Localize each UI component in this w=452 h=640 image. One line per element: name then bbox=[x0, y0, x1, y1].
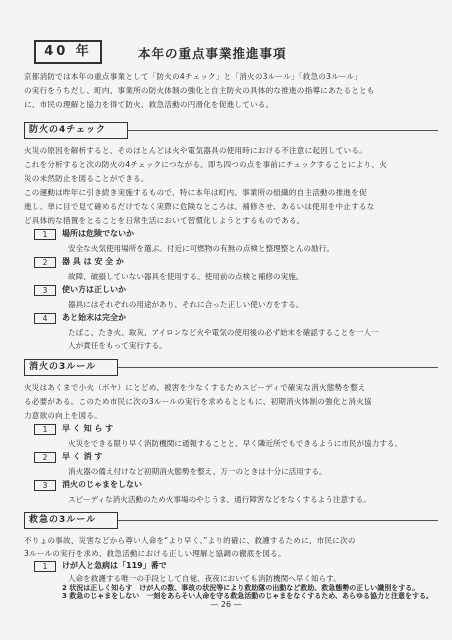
item-description-cont: 人が責任をもって実行する。 bbox=[68, 341, 167, 350]
sec1-para-line: 火災の原因を解析すると、そのほとんどは火や電気器具の使用時における不注意に起因している。 bbox=[24, 146, 367, 155]
sec3-para-line: 不りょの事故、災害などから尊い人命を“より早く、”より的確に、救護するために、市民に次の bbox=[24, 536, 356, 545]
item-heading: 器 具 は 安 全 か bbox=[62, 257, 124, 266]
item-heading: 早 く 消 す bbox=[62, 452, 103, 461]
intro-line-2: の実行をうちだし、町内、事業所の防火体制の強化と自主防火の具体的な推進の指導にあたるととも bbox=[24, 86, 375, 95]
item-description: スピーディな消火活動のため火事場のやじうま、通行障害などをなくするよう注意する。 bbox=[68, 495, 371, 504]
item-heading: 早 く 知 ら す bbox=[62, 424, 114, 433]
sec1-para-line: これを分析すると次の防火の4チェックにつながる。即ち四つの点を事前にチェックすることにより、火 bbox=[24, 160, 387, 169]
item-heading: あと始末は完全か bbox=[62, 313, 126, 322]
item-number: 1 bbox=[34, 561, 56, 572]
item-description: 人命を救護する唯一の手段として自覚、夜夜においても消防機関へ早く知らす。 bbox=[68, 574, 341, 583]
item-number: 2 bbox=[34, 257, 56, 268]
item-heading: 3 救急のじゃまをしない 一刻をあらそい人命を守る救急活動のじゃまをなくするため、あらゆる協力と注意をする。 bbox=[62, 592, 434, 600]
item-number: 1 bbox=[34, 424, 56, 435]
item-description: 故障、破損していない器具を使用する。使用前の点検と補修の実施。 bbox=[68, 272, 304, 281]
sec1-para-line: 災の未然防止を図ることができる。 bbox=[24, 174, 149, 183]
item-heading: けが人と急病は「119」番で bbox=[62, 561, 167, 570]
item-description: 消火器の備え付けなど初期消火態勢を整え、万一のときは十分に活用する。 bbox=[68, 467, 327, 476]
sec1-para-line: ど具体的な措置をとることを日常生活において習慣化しようとするものである。 bbox=[24, 216, 305, 225]
section-heading-extinguish: 消火の3ルール bbox=[24, 359, 118, 376]
year-label: 40 年 bbox=[34, 40, 102, 64]
sec2-para-line: 火災はあくまで小火（ボヤ）にとどめ、被害を少なくするためスピーディで確実な消火態勢を整え bbox=[24, 383, 366, 392]
item-number: 3 bbox=[34, 480, 56, 491]
item-description: 火災をできる限り早く消防機関に通報することと、早く隣近所でもできるように市民が協力する。 bbox=[68, 439, 403, 448]
sec2-para-line: 力意欲の向上を図る。 bbox=[24, 411, 102, 420]
item-heading: 使い方は正しいか bbox=[62, 285, 126, 294]
sec1-para-line: 進し、単に目で見て確めるだけでなく実際に危険なところは、補修させ、あるいは使用を中止するな bbox=[24, 202, 375, 211]
item-number: 1 bbox=[34, 229, 56, 240]
item-description: たばこ、たき火、取灰、アイロンなど火や電気の使用後の必ず始末を確認することを一人一 bbox=[68, 328, 379, 337]
page-number: — 26 — bbox=[210, 600, 242, 609]
section-heading-emergency: 救急の3ルール bbox=[24, 512, 118, 529]
sec1-para-line: この運動は昨年に引き続き実施するもので、特に本年は町内、事業所の組織的自主活動の推進を促 bbox=[24, 188, 367, 197]
item-description: 器具にはそれぞれの用途があり、それに合った正しい使い方をする。 bbox=[68, 300, 304, 309]
item-heading: 場所は危険でないか bbox=[62, 229, 134, 238]
section-heading-fire-check: 防火の4チェック bbox=[24, 122, 128, 139]
item-number: 3 bbox=[34, 285, 56, 296]
page-title: 本年の重点事業推進事項 bbox=[138, 46, 287, 61]
item-heading: 消火のじゃまをしない bbox=[62, 480, 142, 489]
sec2-para-line: る必要がある。このため市民に次の3ルールの実行を求めるとともに、初期消火体制の強化と消火協 bbox=[24, 397, 372, 406]
item-heading: 2 状況は正しく知らす けが人の数、事故の状況等により救助隊の出動など救助、救急態勢の正しい識別をする。 bbox=[62, 584, 420, 592]
intro-line-1: 京都消防では本年の重点事業として「防火の4チェック」と「消火の3ルール」「救急の3ルール」 bbox=[24, 72, 363, 81]
item-description: 安全な火気使用場所を選ぶ。付近に可燃物の有無の点検と整理整とんの励行。 bbox=[68, 244, 334, 253]
sec3-para-line: 3ルールの実行を求め、救急活動における正しい理解と協調の徹底を図る。 bbox=[24, 549, 286, 558]
item-number: 2 bbox=[34, 452, 56, 463]
intro-line-3: に、市民の理解と協力を得て防火、救急活動の円滑化を促進している。 bbox=[24, 100, 274, 109]
item-number: 4 bbox=[34, 313, 56, 324]
